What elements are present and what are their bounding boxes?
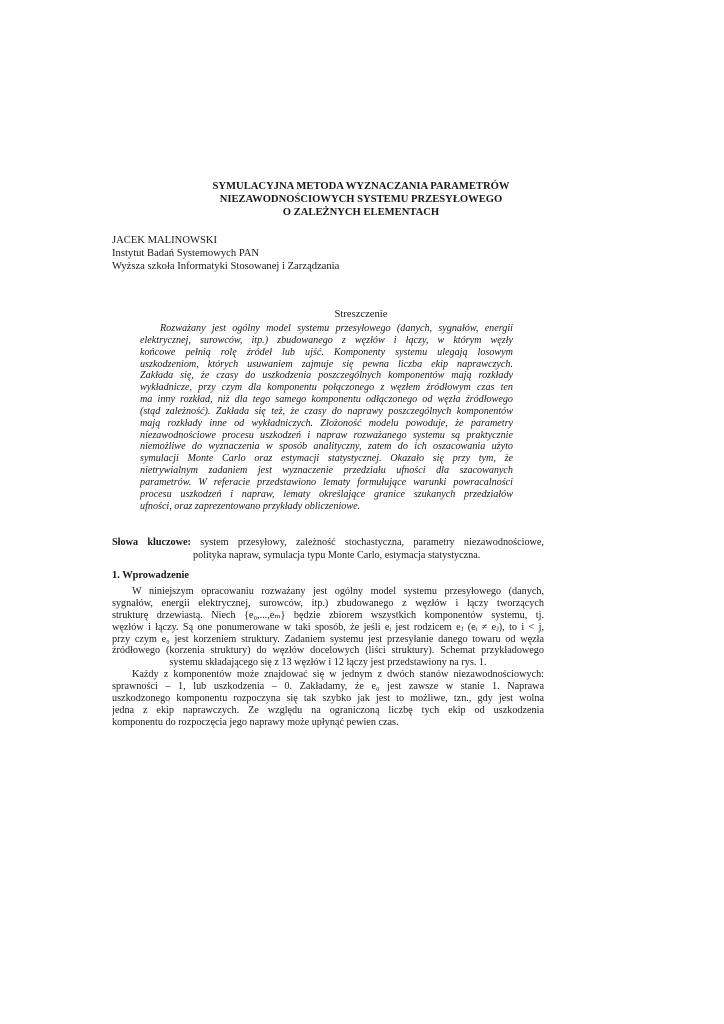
abstract-line: nietrywialnym zadaniem jest wyznaczenie przedziału ufności dla szacowanych <box>140 465 513 477</box>
body-line: jedna z ekip naprawczych. Ze względu na ograniczoną liczbę tych ekip od uszkodzenia <box>112 704 544 716</box>
body-line: uszkodzonego komponentu rozpoczyna się tak szybko jak jest to możliwe, tzn., gdy jest wolna <box>112 693 544 705</box>
abstract-line: Rozważany jest ogólny model systemu przesyłowego (danych, sygnałów, energii <box>160 323 513 334</box>
body-line: strukturę drzewiastą. Niech {e₀,...,eₘ} będzie zbiorem wszystkich komponentów systemu, tj. <box>112 609 544 621</box>
keywords-line: polityka napraw, symulacja typu Monte Carlo, estymacja statystyczna. <box>193 549 481 561</box>
title-line: NIEZAWODNOŚCIOWYCH SYSTEMU PRZESYŁOWEGO <box>219 194 503 205</box>
abstract-line: niemożliwe do wyznaczenia w sposób analityczny, zatem do ich oszacowania użyto <box>140 441 513 453</box>
abstract-line: ma inny rozkład, niż dla tego samego komponentu odłączonego od węzła źródłowego <box>140 394 513 406</box>
title-line: SYMULACYJNA METODA WYZNACZANIA PARAMETRÓW <box>212 181 510 192</box>
body-line: komponentu do rozpoczęcia jego naprawy może upłynąć pewien czas. <box>112 716 399 728</box>
body-line: sprawności – 1, lub uszkodzenia – 0. Zakładamy, że e₀ jest zawsze w stanie 1. Naprawa <box>112 681 544 693</box>
body-line: węzłów i łączy. Są one ponumerowane w taki sposób, że jeśli eᵢ jest rodzicem eⱼ (eᵢ ≠ eⱼ), to i < j, <box>112 621 544 633</box>
abstract-line: ufności, oraz zaprezentowano przykłady obliczeniowe. <box>140 500 361 512</box>
abstract-line: symulacji Monte Carlo oraz estymacji statystycznej. Okazało się przy tym, że <box>140 453 513 465</box>
abstract-body <box>140 323 513 513</box>
keywords-block <box>112 537 544 562</box>
paper-title <box>112 180 610 219</box>
abstract-line: mają rozkłady inne od wykładniczych. Złożoność modelu powoduje, że parametry <box>140 417 513 429</box>
affiliation: Wyższa szkoła Informatyki Stosowanej i Zarządzania <box>112 261 340 272</box>
body-line: systemu składającego się z 13 węzłów i 12 łączy jest przedstawiony na rys. 1. <box>169 657 487 669</box>
keywords-text: system przesyłowy, zależność stochastyczna, parametry niezawodnościowe, <box>200 537 544 548</box>
title-line: O ZALEŻNYCH ELEMENTACH <box>282 207 440 218</box>
body-line: W niniejszym opracowaniu rozważany jest ogólny model systemu przesyłowego (danych, <box>132 586 544 597</box>
abstract-line: wykładnicze, przy czym dla komponentu połączonego z węzłem źródłowym czas ten <box>140 382 513 394</box>
abstract-line: końcowe pełnią rolę źródeł lub ujść. Komponenty systemu ulegają losowym <box>140 346 513 358</box>
abstract-line: elektrycznej, surowców, itp.) zbudowanego z węzłów i łączy, w którym węzły <box>140 334 513 346</box>
abstract-line: niezawodnościowe procesu uszkodzeń i napraw rozważanego systemu są praktycznie <box>140 429 513 441</box>
body-line: sygnałów, energii elektrycznej, surowców, itp.) zbudowanego z węzłów i łączy tworzących <box>112 597 544 609</box>
author-name: JACEK MALINOWSKI <box>112 235 218 246</box>
body-line: Każdy z komponentów może znajdować się w jednym z dwóch stanów niezawodnościowych: <box>132 669 544 681</box>
body-line: przy czym e₀ jest korzeniem struktury. Zadaniem systemu jest przesyłanie danego towaru od węzła <box>112 633 544 645</box>
abstract-line: uszkodzeniom, których usuwaniem zajmuje się pewna liczba ekip naprawczych. <box>140 358 513 370</box>
author-block <box>112 234 339 273</box>
section-body <box>112 586 544 729</box>
abstract-heading: Streszczenie <box>334 309 388 320</box>
abstract-line: (stąd zależność). Zakłada się też, że czasy do naprawy poszczególnych komponentów <box>140 405 513 417</box>
affiliation: Instytut Badań Systemowych PAN <box>112 248 260 259</box>
abstract-line: parametrów. W referacie przedstawiono lematy formułujące warunki powracalności <box>140 476 513 488</box>
keywords-line <box>112 537 544 550</box>
section-heading: 1. Wprowadzenie <box>112 570 189 581</box>
abstract-line: Zakłada się, że czasy do uszkodzenia poszczególnych komponentów mają rozkłady <box>140 370 513 382</box>
body-line: źródłowego (korzenia struktury) do węzłów docelowych (liści struktury). Schemat przykładowego <box>112 645 544 657</box>
keywords-label: Słowa kluczowe: <box>112 537 191 548</box>
abstract-line: procesu uszkodzeń i napraw, lematy określające granice szukanych przedziałów <box>140 488 513 500</box>
